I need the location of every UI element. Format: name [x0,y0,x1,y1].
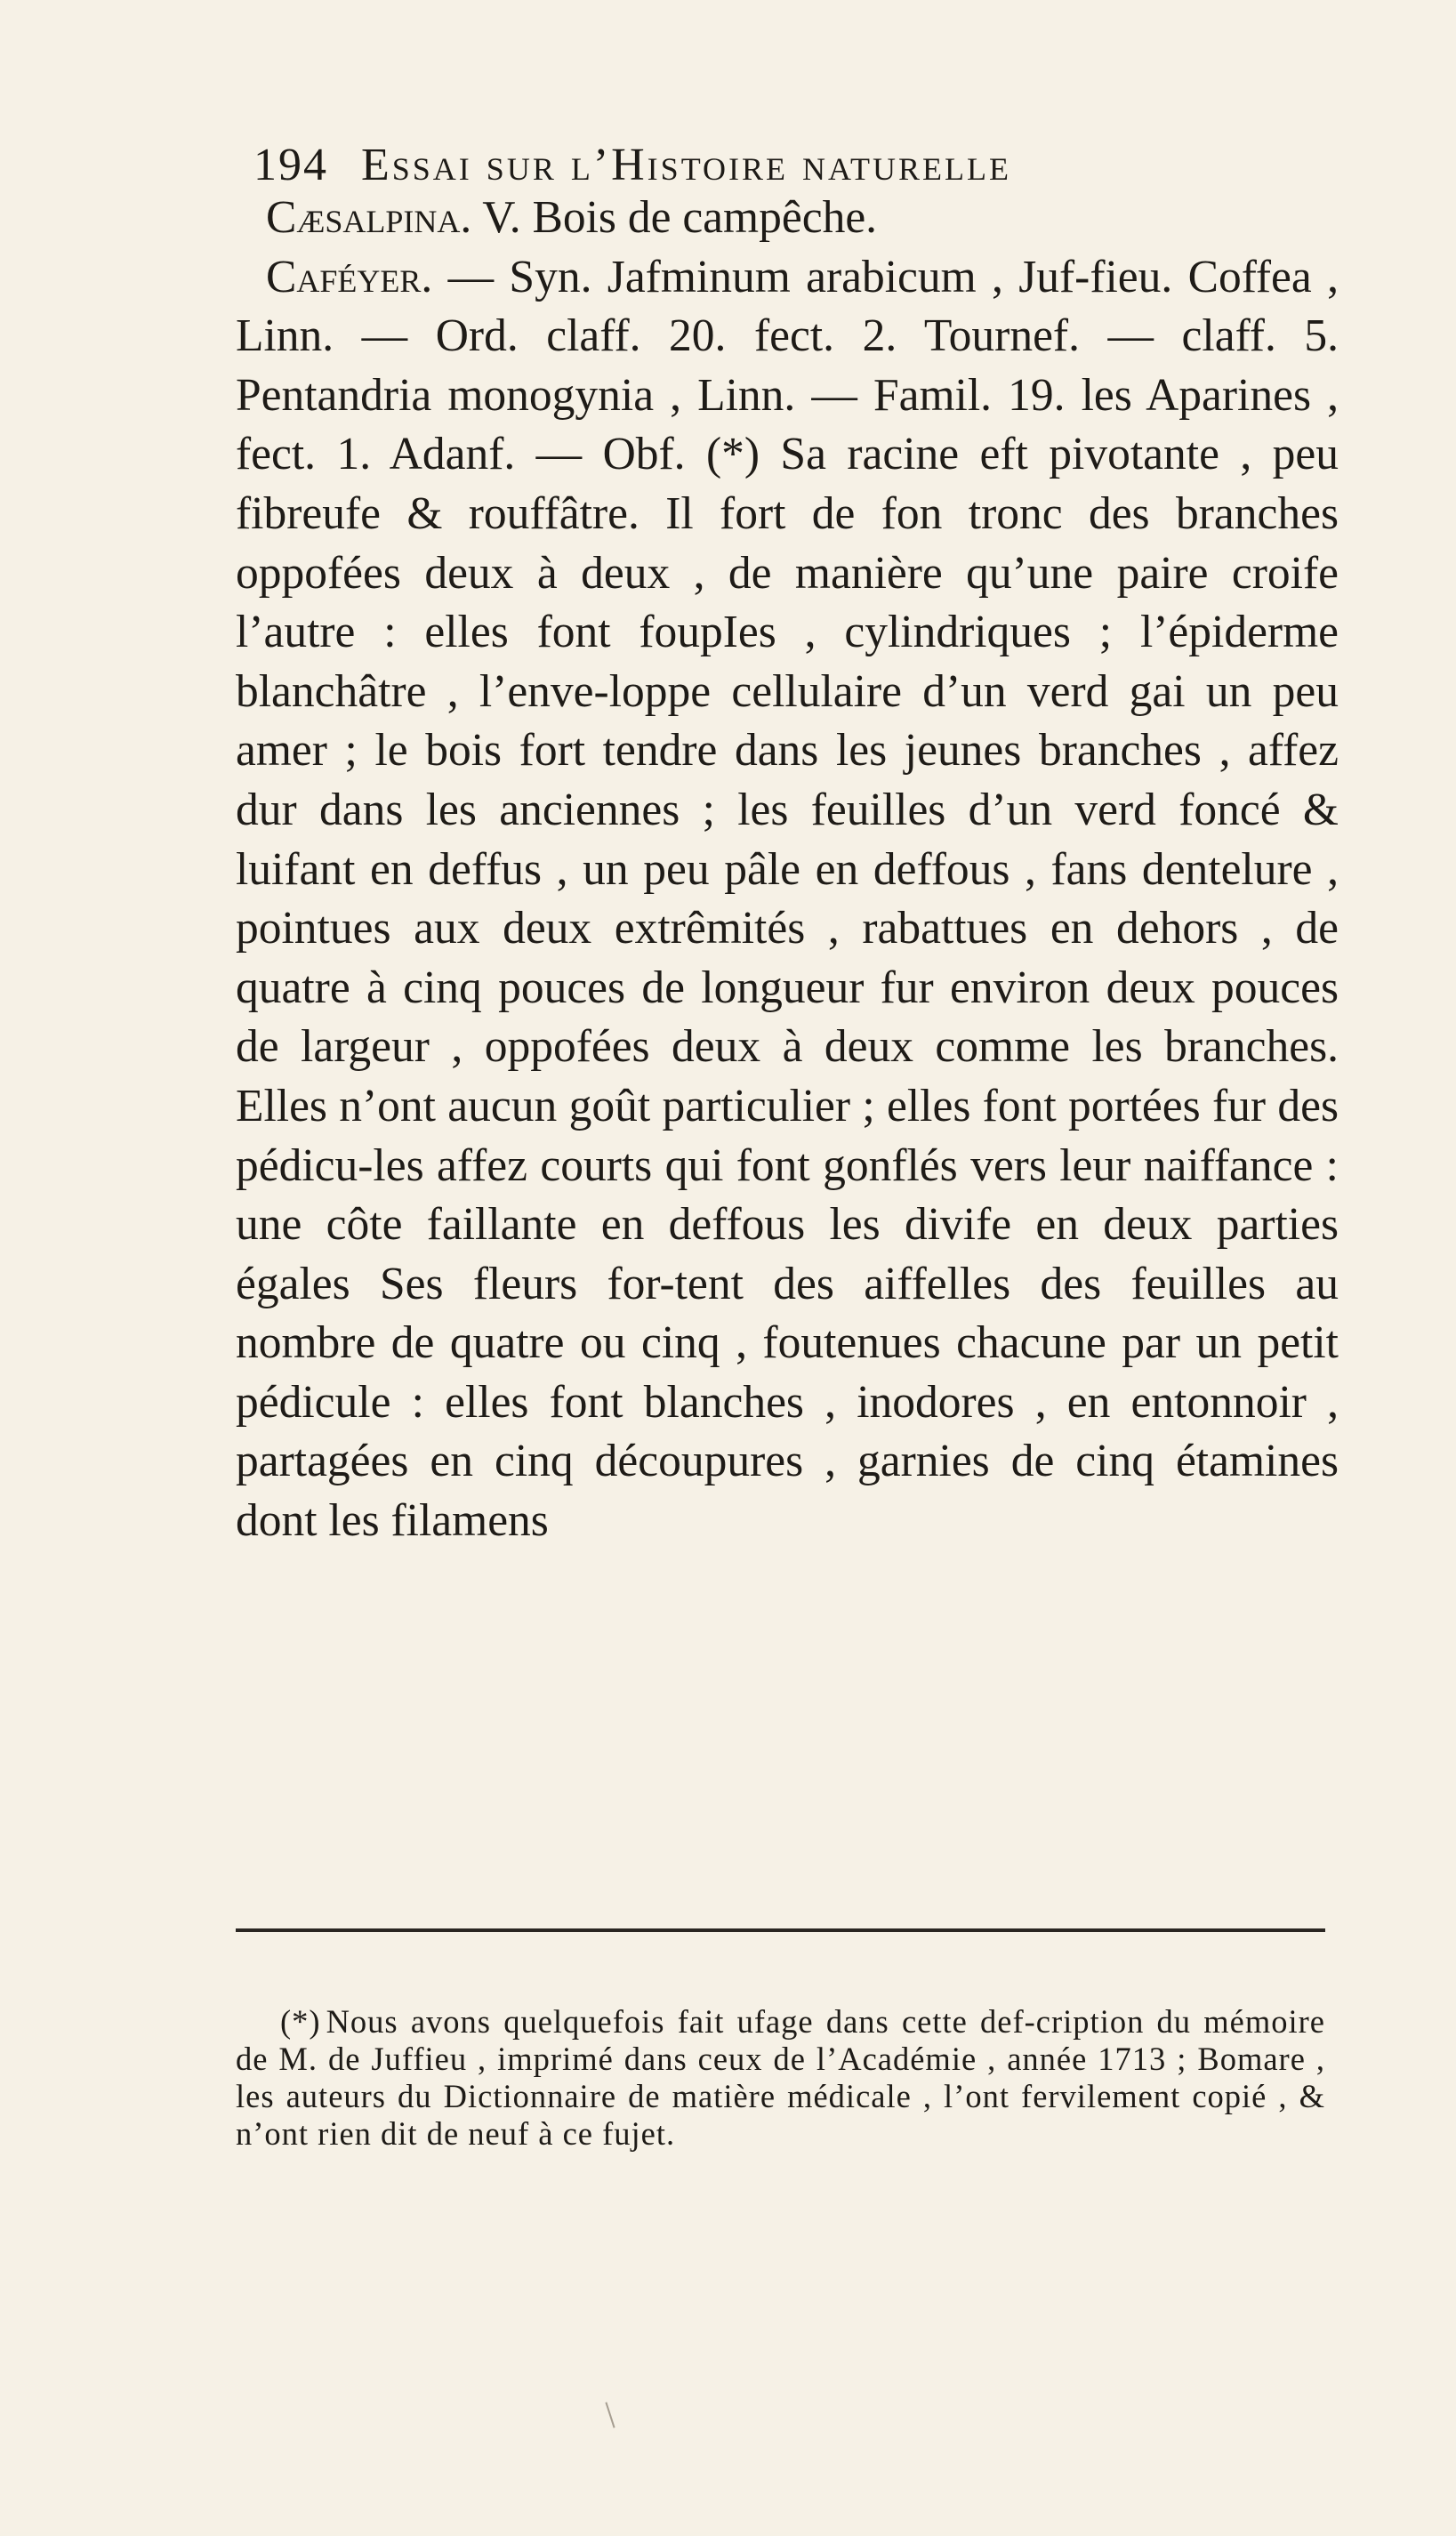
entry-text-cafeyer: . — Syn. Jafminum arabicum , Juf-fieu. Coffea , Linn. — Ord. claff. 20. fect. 2. Tournef. — claff. 5. Pentandria monogynia , Linn. — Famil. 19. les Aparines , fect. 1. Adanf. — Obf. (*) Sa racine eft pivotante , peu fibreufe & rouffâtre. Il fort de fon tronc des branches oppofées deux à deux , de manière qu’une paire croife l’autre : elles font foupIes , cylindriques ; l’épiderme blanchâtre , l’enve-loppe cellulaire d’un verd gai un peu amer ; le bois fort tendre dans les jeunes branches , affez dur dans les anciennes ; les feuilles d’un verd foncé & luifant en deffus , un peu pâle en deffous , fans dentelure , pointues aux deux extrêmités , rabattues en dehors , de quatre à cinq pouces de longueur fur environ deux pouces de largeur , oppofées deux à deux comme les branches. Elles n’ont aucun goût particulier ; elles font portées fur des pédicu-les affez courts qui font gonflés vers leur naiffance : une côte faillante en deffous les divife en deux parties égales Ses fleurs for-tent des aiffelles des feuilles au nombre de quatre ou cinq , foutenues chacune par un petit pédicule : elles font blanches , inodores , en entonnoir , partagées en cinq découpures , garnies de cinq étamines dont les filamens [236,251,1339,1547]
body-text [236,189,1339,1551]
entry-name-caesalpina: Cæsalpina [266,192,461,243]
footnote-separator [236,1928,1325,1932]
entry-name-cafeyer: Caféyer [266,251,422,302]
paragraph-caesalpina [236,189,1339,248]
running-title: Essai sur l’Histoire naturelle [361,140,1011,190]
entry-text-caesalpina: . V. Bois de campêche. [460,192,878,243]
paragraph-cafeyer [236,248,1339,1551]
footnote [236,2003,1325,2153]
footnote-text: Nous avons quelquefois fait ufage dans cette def-cription du mémoire de M. de Juffieu , imprimé dans ceux de l’Académie , année 1713 ; Bomare , les auteurs du Dictionnaire de matière médicale , l’ont fervilement copié , & n’ont rien dit de neuf à ce fujet. [236,2003,1325,2152]
stray-mark [605,2402,615,2427]
page-number: 194 [253,140,328,190]
footnote-mark: (*) [280,2003,321,2040]
running-head [253,139,1347,191]
